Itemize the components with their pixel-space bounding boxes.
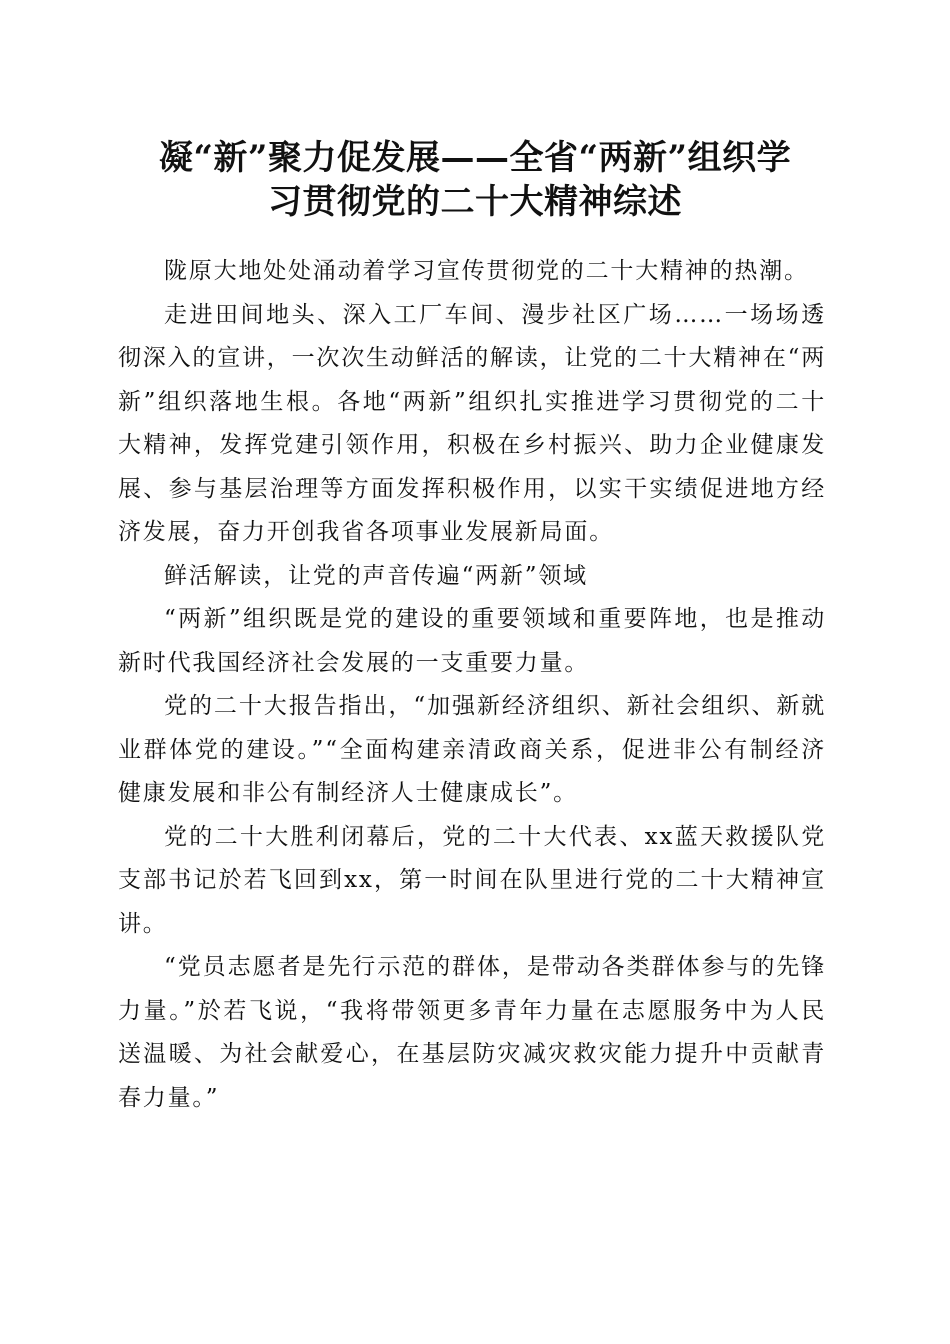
title-line-2: 习贯彻党的二十大精神综述 (268, 182, 682, 222)
paragraph: “两新”组织既是党的建设的重要领域和重要阵地，也是推动新时代我国经济社会发展的一支重要力量。 (118, 606, 826, 676)
paragraph-intro: 陇原大地处处涌动着学习宣传贯彻党的二十大精神的热潮。 (164, 258, 809, 284)
section-heading: 鲜活解读，让党的声音传遍“两新”领域 (164, 562, 588, 589)
paragraph: 党的二十大报告指出，“加强新经济组织、新社会组织、新就业群体党的建设。”“全面构建亲清政商关系，促进非公有制经济健康发展和非公有制经济人士健康成长”。 (118, 693, 826, 806)
paragraph-overview: 走进田间地头、深入工厂车间、漫步社区广场……一场场透彻深入的宣讲，一次次生动鲜活的解读，让党的二十大精神在“两新”组织落地生根。各地“两新”组织扎实推进学习贯彻党的二十大精神，发挥党建引领作用，积极在乡村振兴、助力企业健康发展、参与基层治理等方面发挥积极作用，以实干实绩促进地方经济发展，奋力开创我省各项事业发展新局面。 (118, 301, 826, 545)
paragraph: 党的二十大胜利闭幕后，党的二十大代表、xx蓝天救援队党支部书记於若飞回到xx，第一时间在队里进行党的二十大精神宣讲。 (118, 823, 826, 937)
title-line-1: 凝“新”聚力促发展——全省“两新”组织学 (158, 138, 792, 178)
document-title (118, 136, 832, 224)
paragraph: “党员志愿者是先行示范的群体，是带动各类群体参与的先锋力量。”於若飞说，“我将带领更多青年力量在志愿服务中为人民送温暖、为社会献爱心，在基层防灾减灾救灾能力提升中贡献青春力量。” (118, 954, 826, 1111)
document-body (118, 250, 826, 1120)
